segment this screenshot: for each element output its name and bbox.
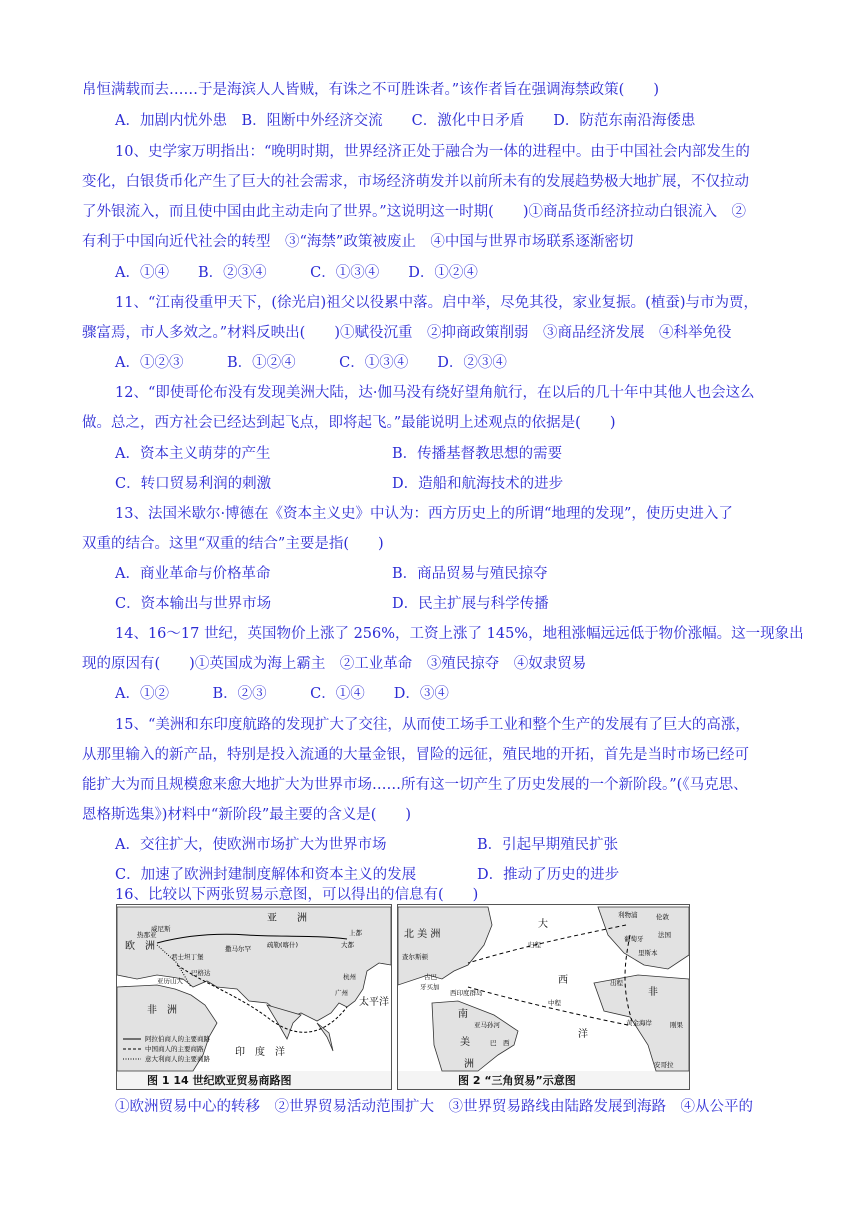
q11-stem-2: 骤富焉，市人多效之。”材料反映出( )①赋役沉重 ②抑商政策削弱 ③商品经济发展 ④科举免役	[82, 325, 732, 341]
q10-stem: 10、史学家万明指出：“晚明时期，世界经济正处于融合为一体的进程中。由于中国社会内部发生的	[115, 144, 750, 160]
label-middle: 中程	[548, 999, 561, 1007]
label-shangdu: 上都	[349, 929, 362, 937]
label-genoa: 热那亚	[137, 931, 157, 939]
q12-option-a: A．资本主义萌芽的产生	[115, 446, 271, 462]
label-out: 出程	[610, 979, 623, 987]
label-london: 伦敦	[656, 913, 669, 921]
label-charleston: 查尔斯顿	[402, 953, 428, 961]
q13-stem: 13、法国米歇尔·博德在《资本主义史》中认为：西方历史上的所谓“地理的发现”，使历史进入了	[115, 506, 733, 522]
label-fei: 非	[648, 987, 658, 998]
q15-stem-2: 从那里输入的新产品，特别是投入流通的大量金银，冒险的远征，殖民地的开拓，首先是当时市场已经可	[82, 747, 749, 763]
q16-options: ①欧洲贸易中心的转移 ②世界贸易活动范围扩大 ③世界贸易路线由陆路发展到海路 ④从公平的	[115, 1099, 753, 1115]
q13-stem-2: 双重的结合。这里“双重的结合”主要是指( )	[82, 536, 384, 552]
q13-option-c: C．资本输出与世界市场	[115, 596, 272, 612]
figure-1-caption: 图 1 14 世纪欧亚贸易商路图	[147, 1074, 292, 1087]
q11-stem: 11、“江南役重甲天下，(徐光启)祖父以役累中落。启中举，尽免其役，家业复振。(植蚕)与市为贾，	[115, 295, 758, 311]
label-gold-coast: 黄金海岸	[626, 1019, 652, 1027]
legend-1: 阿拉伯商人的主要商路	[145, 1035, 210, 1043]
q15-option-d: D．推动了历史的进步	[477, 867, 620, 883]
q12-stem-2: 做。总之，西方社会已经达到起飞点，即将起飞。”最能说明上述观点的依据是( )	[82, 415, 616, 431]
label-south: 南	[458, 1009, 468, 1020]
q10-options: A．①④ B．②③④ C．①③④ D．①②④	[115, 265, 478, 281]
q15-option-b: B．引起早期殖民扩张	[477, 837, 619, 853]
figure-2-map	[398, 905, 689, 1089]
q13-option-b: B．商品贸易与殖民掠夺	[392, 566, 548, 582]
q13-option-d: D．民主扩展与科学传播	[392, 596, 549, 612]
q9-options: A．加剧内忧外患 B．阻断中外经济交流 C．激化中日矛盾 D．防范东南沿海倭患	[115, 113, 696, 129]
label-kashgar: 疏勒(喀什)	[267, 941, 299, 949]
label-pacific: 太平洋	[359, 997, 389, 1008]
q14-options: A．①② B．②③ C．①④ D．③④	[115, 686, 449, 702]
label-lisbon: 里斯本	[638, 949, 658, 957]
label-brazil: 巴 西	[490, 1039, 510, 1047]
q15-option-c: C．加速了欧洲封建制度解体和资本主义的发展	[115, 867, 417, 883]
label-hangzhou: 杭州	[343, 973, 356, 981]
label-congo: 刚果	[670, 1021, 683, 1029]
q12-option-b: B．传播基督教思想的需要	[392, 446, 563, 462]
q10-stem-2: 变化，白银货币化产生了巨大的社会需求，市场经济萌发并以前所未有的发展趋势极大地扩展，不仅拉动	[82, 174, 749, 190]
q10-stem-4: 有利于中国向近代社会的转型 ③“海禁”政策被废止 ④中国与世界市场联系逐渐密切	[82, 234, 634, 250]
q12-option-c: C．转口贸易利润的刺激	[115, 476, 272, 492]
label-samarkand: 撒马尔罕	[225, 945, 251, 953]
label-liverpool: 利物浦	[618, 911, 638, 919]
q15-stem-3: 能扩大为而且规模愈来愈大地扩大为世界市场……所有这一切产生了历史发展的一个新阶段。”(《马克思、	[82, 777, 748, 793]
legend-3: 意大利商人的主要商路	[145, 1055, 210, 1063]
label-dadu: 大都	[341, 941, 354, 949]
q13-option-a: A．商业革命与价格革命	[115, 566, 271, 582]
label-north-america: 北 美 洲	[404, 929, 441, 940]
label-guangzhou: 广州	[335, 989, 348, 997]
figure-1-map	[117, 905, 391, 1089]
label-zhou: 洲	[464, 1059, 474, 1070]
label-africa: 非 洲	[147, 1005, 177, 1016]
label-xi: 西	[558, 975, 568, 986]
label-france: 法国	[658, 931, 671, 939]
q11-options: A．①②③ B．①②④ C．①③④ D．②③④	[115, 355, 507, 371]
label-venice: 威尼斯	[151, 925, 171, 933]
figure-1-eurasia-trade-routes	[116, 904, 392, 1090]
q15-option-a: A．交往扩大，使欧洲市场扩大为世界市场	[115, 837, 387, 853]
label-alexandria: 亚历山大	[157, 977, 183, 985]
label-cuba: 古巴	[424, 973, 437, 981]
label-da: 大	[538, 919, 548, 930]
label-west-indies: 西印度群岛	[450, 989, 483, 997]
q16-stem: 16、比较以下两张贸易示意图，可以得出的信息有( )	[115, 887, 479, 903]
label-europe: 欧 洲	[125, 941, 155, 952]
label-mei: 美	[460, 1037, 470, 1048]
q14-stem-2: 现的原因有( )①英国成为海上霸主 ②工业革命 ③殖民掠夺 ④奴隶贸易	[82, 656, 587, 672]
q12-stem: 12、“即使哥伦布没有发现美洲大陆，达·伽马没有绕好望角航行，在以后的几十年中其他人也会这么	[115, 385, 755, 401]
trade-maps	[116, 904, 690, 1090]
label-yang: 洋	[578, 1029, 588, 1040]
label-constantinople: 君士坦丁堡	[171, 953, 204, 961]
label-jamaica: 牙买加	[420, 983, 440, 991]
legend-2: 中国商人的主要商路	[145, 1045, 204, 1053]
label-baghdad: 巴格达	[191, 969, 211, 977]
q15-stem: 15、“美洲和东印度航路的发现扩大了交往，从而使工场手工业和整个生产的发展有了巨大的高涨，	[115, 717, 750, 733]
label-asia: 亚 洲	[267, 913, 307, 924]
label-return: 归程	[528, 941, 541, 949]
label-angola: 安哥拉	[654, 1061, 674, 1069]
q14-stem: 14、16～17 世纪，英国物价上涨了 256%，工资上涨了 145%，地租涨幅远远低于物价涨幅。这一现象出	[115, 626, 804, 642]
q9-text-tail: 帛恒满载而去……于是海滨人人皆贼，有诛之不可胜诛者。”该作者旨在强调海禁政策( )	[82, 82, 659, 98]
figure-2-triangle-trade	[397, 904, 690, 1090]
label-amazon: 亚马孙河	[474, 1021, 500, 1029]
q12-option-d: D．造船和航海技术的进步	[392, 476, 564, 492]
q10-stem-3: 了外银流入，而且使中国由此主动走向了世界。”这说明这一时期( )①商品货币经济拉动白银流入 ②	[82, 204, 746, 220]
label-portugal: 葡萄牙	[624, 935, 644, 943]
figure-2-caption: 图 2 “三角贸易”示意图	[458, 1074, 576, 1087]
q15-stem-4: 恩格斯选集》)材料中“新阶段”最主要的含义是( )	[82, 807, 412, 823]
label-indian-ocean: 印 度 洋	[235, 1047, 285, 1058]
